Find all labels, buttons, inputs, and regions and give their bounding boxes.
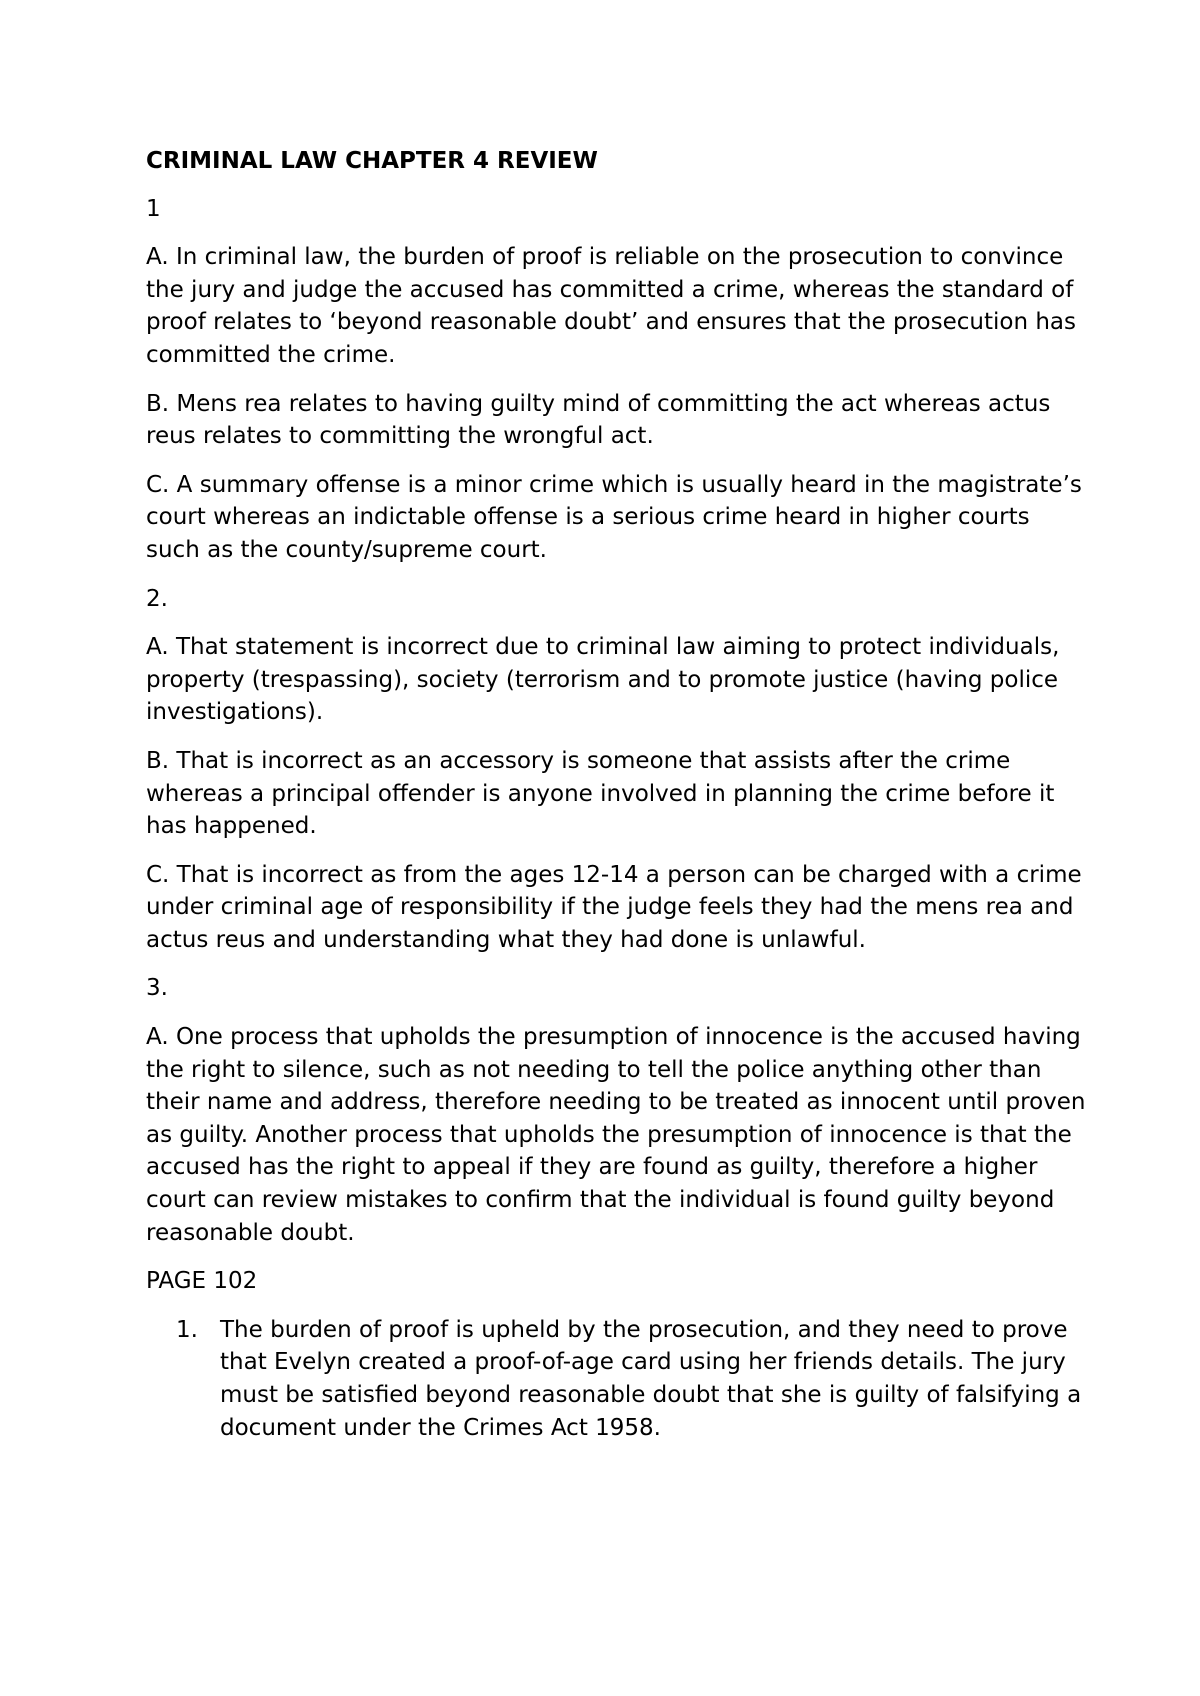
section-heading-2: 2.: [146, 585, 168, 612]
list-item-text: The burden of proof is upheld by the prosecution, and they need to prove that Evelyn created a proof-of-age card using her friends details. The jury must be satisfied beyond reasonable doubt that she is guilty of falsifying a document under the Crimes Act 1958.: [220, 1316, 1082, 1441]
section-heading-1: 1: [146, 195, 161, 222]
answer-2c: C. That is incorrect as from the ages 12-14 a person can be charged with a crime under criminal age of responsibility if the judge feels they had the mens rea and actus reus and understanding what they had done is unlawful.: [146, 861, 1082, 953]
answer-2a: A. That statement is incorrect due to criminal law aiming to protect individuals, property (trespassing), society (terrorism and to promote justice (having police investigations).: [146, 634, 1060, 726]
answer-1a: A. In criminal law, the burden of proof is reliable on the prosecution to convince the jury and judge the accused has committed a crime, whereas the standard of proof relates to ‘beyond reasonable doubt’ and ensures that the prosecution has committed the crime.: [146, 244, 1076, 368]
section-heading-3: 3.: [146, 975, 168, 1002]
list-item-marker: 1.: [176, 1316, 198, 1343]
answer-1c: C. A summary offense is a minor crime which is usually heard in the magistrate’s court whereas an indictable offense is a serious crime heard in higher courts such as the county/supreme court.: [146, 471, 1082, 563]
answer-3a: A. One process that upholds the presumption of innocence is the accused having the right to silence, such as not needing to tell the police anything other than their name and address, therefore needing to be treated as innocent until proven as guilty. Another process that upholds the presumption of innocence is that the accused has the right to appeal if they are found as guilty, therefore a higher court can review mistakes to confirm that the individual is found guilty beyond reasonable doubt.: [146, 1024, 1086, 1246]
document-page: [146, 145, 1086, 1444]
document-title: CRIMINAL LAW CHAPTER 4 REVIEW: [146, 148, 598, 174]
answer-1b: B. Mens rea relates to having guilty mind of committing the act whereas actus reus relates to committing the wrongful act.: [146, 390, 1051, 450]
answer-2b: B. That is incorrect as an accessory is someone that assists after the crime whereas a principal offender is anyone involved in planning the crime before it has happened.: [146, 747, 1055, 840]
page-heading: PAGE 102: [146, 1268, 258, 1295]
list-item: [146, 1314, 1086, 1444]
numbered-list: [146, 1314, 1086, 1444]
